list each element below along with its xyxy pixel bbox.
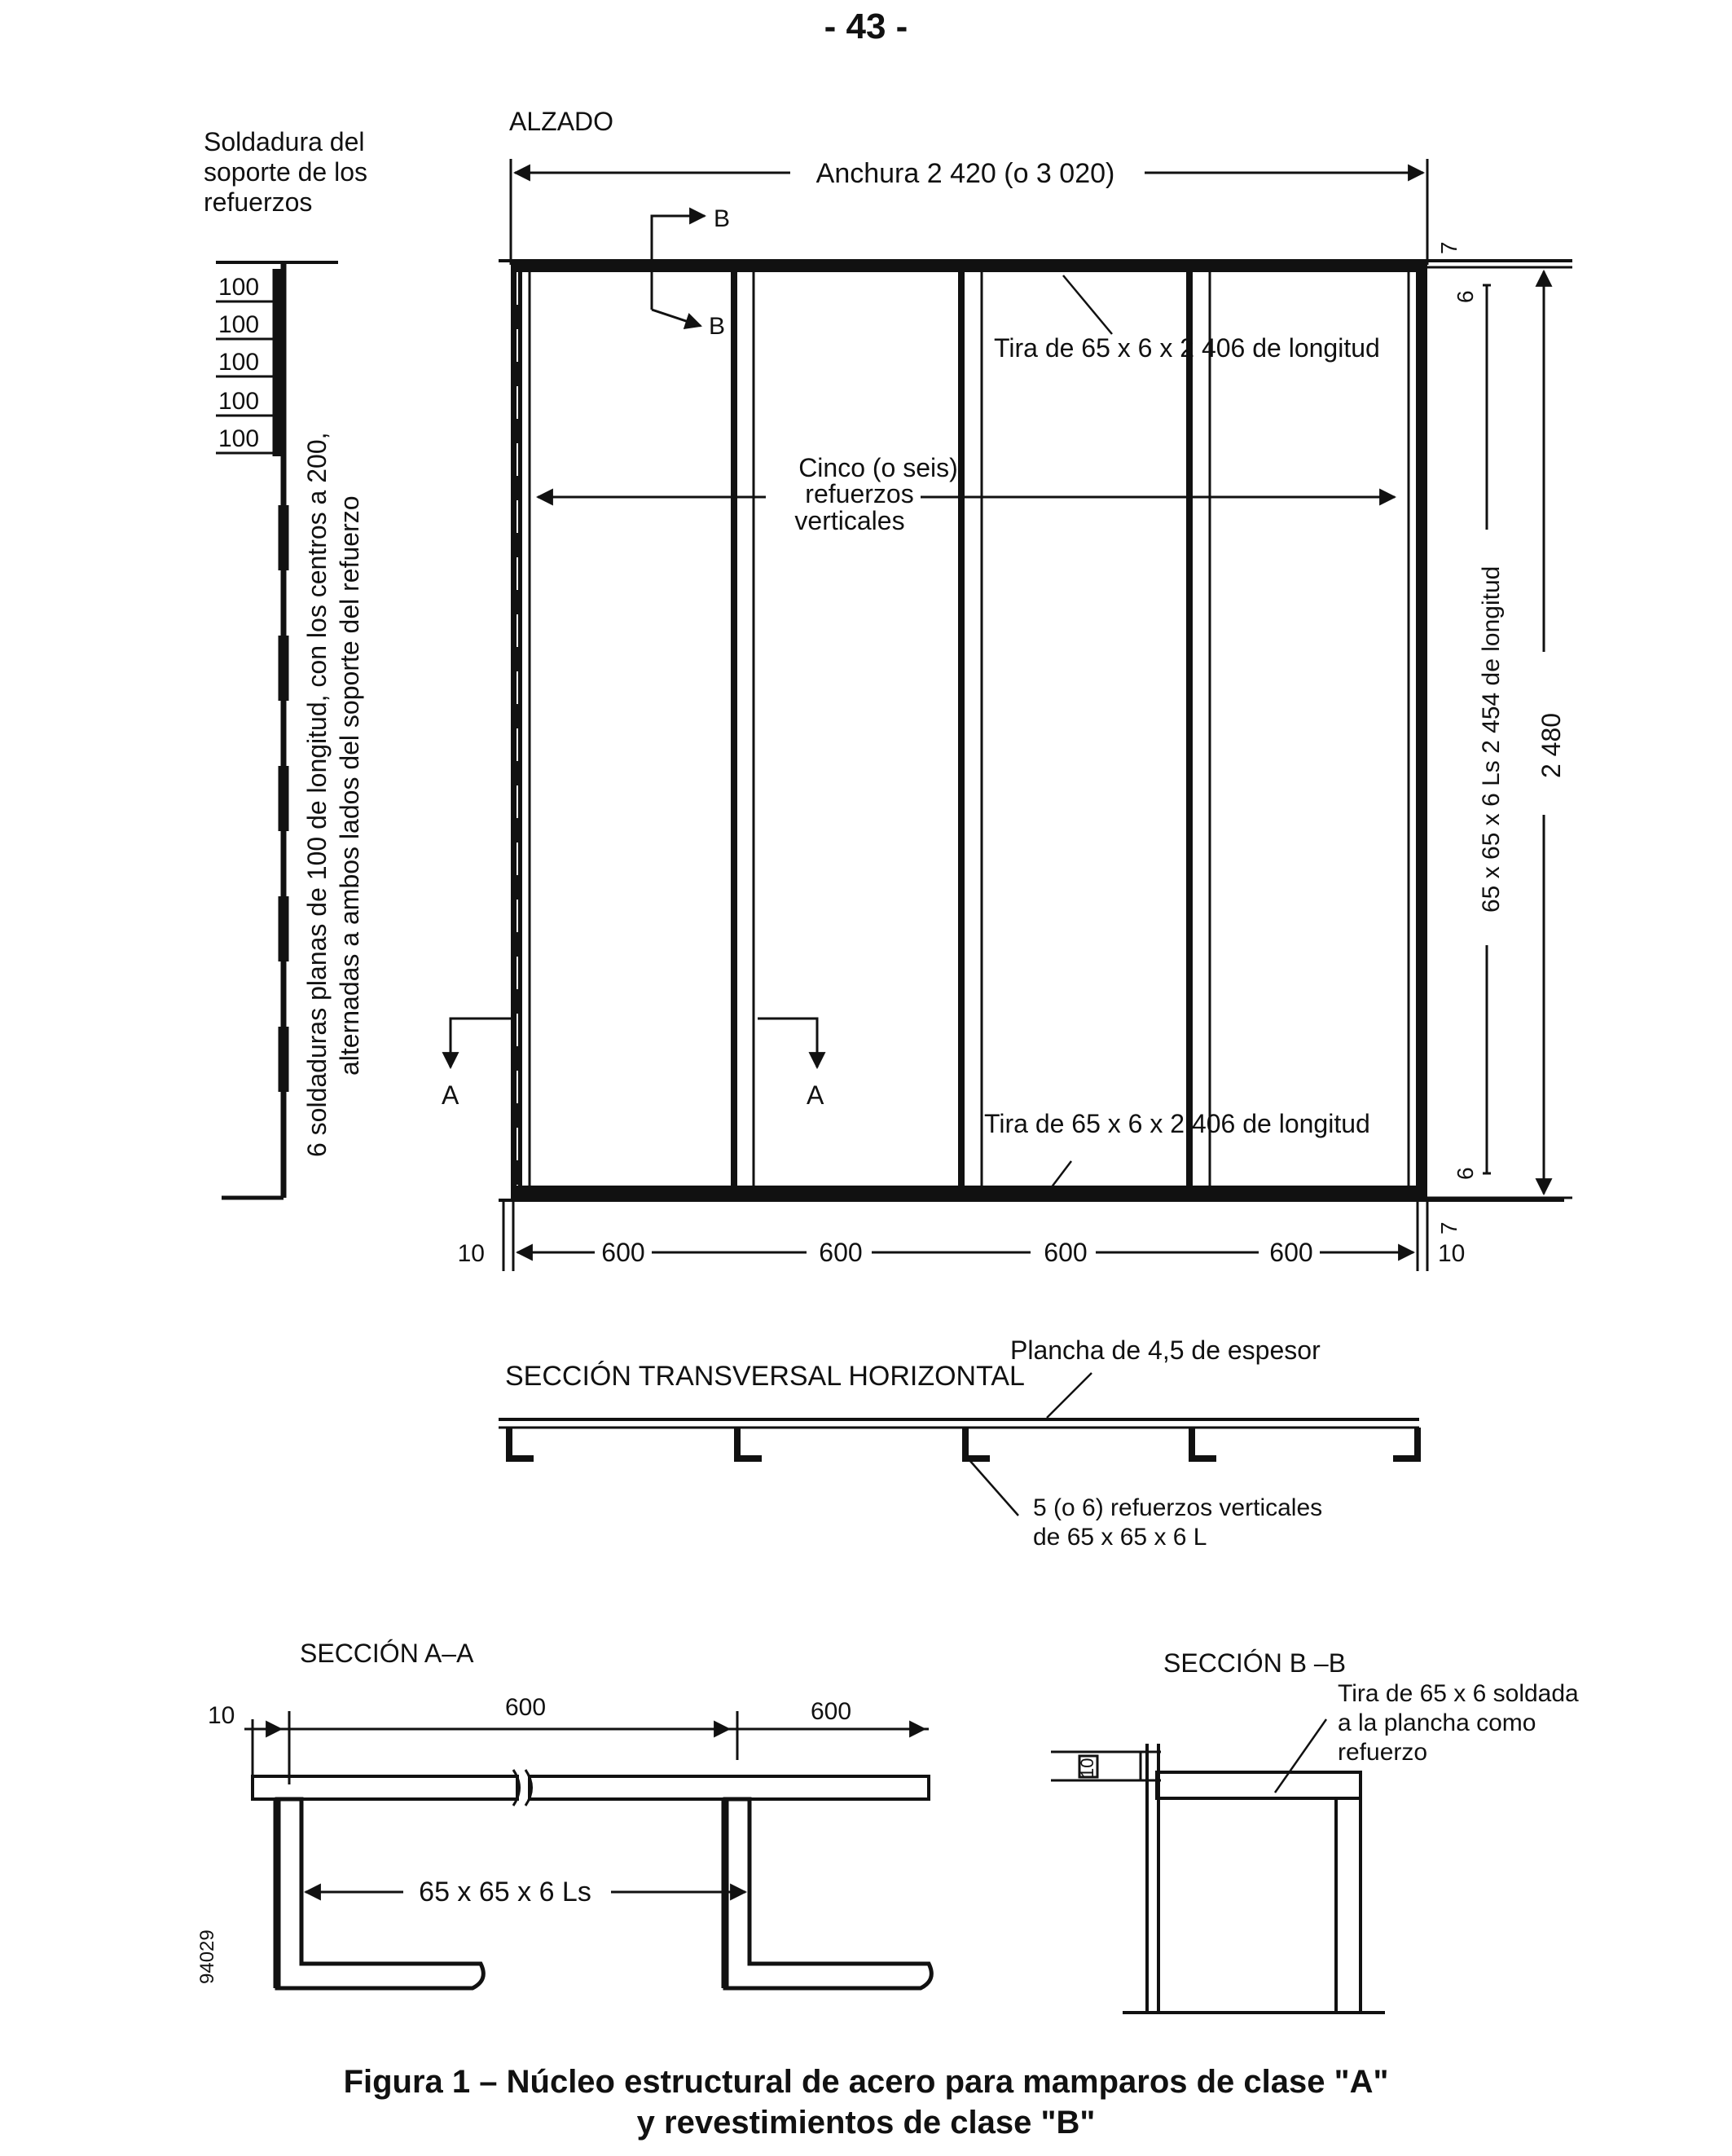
section-aa-plate-right: [530, 1776, 929, 1799]
weld-title-line-3: refuerzos: [204, 187, 313, 217]
reference-code: 94029: [196, 1929, 218, 1984]
section-aa: [196, 1639, 931, 1988]
weld-legend: [204, 127, 367, 1198]
weld-spacing-5: 100: [218, 425, 260, 452]
spacing-3: 600: [1044, 1238, 1088, 1267]
section-mark-a-right: A: [807, 1080, 824, 1110]
dim-6-top: 6: [1453, 290, 1478, 303]
stiffener-profiles: [509, 1428, 1418, 1459]
edge-right-label: 10: [1438, 1240, 1466, 1267]
dim-6-bottom: 6: [1453, 1167, 1478, 1180]
section-bb-note-line-3: refuerzo: [1338, 1739, 1428, 1766]
top-strip-label: Tira de 65 x 6 x 2 406 de longitud: [994, 333, 1380, 363]
stiffeners-label-line-3: verticales: [794, 506, 905, 535]
section-bb-dim-10: 10: [1077, 1758, 1097, 1778]
dim-7-bottom: 7: [1436, 1221, 1462, 1234]
section-aa-dim-10: 10: [208, 1702, 235, 1729]
weld-spacing-ladder: [216, 269, 285, 456]
section-aa-angle-label: 65 x 65 x 6 Ls: [419, 1877, 591, 1907]
section-aa-plate-left: [253, 1776, 517, 1799]
weld-spacing-2: 100: [218, 311, 260, 338]
stiffener: [1186, 265, 1193, 1194]
spacing-4: 600: [1269, 1238, 1313, 1267]
bottom-strip-label: Tira de 65 x 6 x 2 406 de longitud: [984, 1109, 1370, 1138]
section-aa-angle-right: [725, 1799, 931, 1988]
stiffeners-label-line-1: Cinco (o seis): [798, 453, 958, 482]
elevation-title: ALZADO: [509, 107, 614, 136]
section-aa-dim-600-a: 600: [504, 1694, 547, 1721]
weld-spacing-4: 100: [218, 388, 260, 415]
horizontal-section: [499, 1335, 1419, 1551]
spacing-1: 600: [601, 1238, 645, 1267]
bottom-strip: [511, 1186, 1427, 1199]
plate-thickness-label: Plancha de 4,5 de espesor: [1010, 1335, 1321, 1365]
section-mark-b-top: B: [714, 205, 731, 232]
stiffener: [731, 265, 737, 1194]
horizontal-section-title: SECCIÓN TRANSVERSAL HORIZONTAL: [505, 1361, 1025, 1392]
page-number: - 43 -: [824, 7, 908, 46]
stiffeners-label-line-2: refuerzos: [805, 479, 914, 508]
weld-note-line-1: 6 soldaduras planas de 100 de longitud, con los centros a 200,: [302, 432, 332, 1157]
caption-line-1: Figura 1 – Núcleo estructural de acero para mamparos de clase "A": [343, 2064, 1389, 2100]
weld-spacing-3: 100: [218, 349, 260, 376]
section-mark-a-left: A: [442, 1080, 459, 1110]
weld-title-line-1: Soldadura del: [204, 127, 365, 156]
section-aa-title: SECCIÓN A–A: [300, 1639, 474, 1668]
height-label: 2 480: [1536, 712, 1566, 779]
section-bb: [1051, 1648, 1579, 2013]
section-mark-b-bottom: B: [709, 313, 726, 340]
right-edge-angle: [1416, 265, 1427, 1194]
stiffener-note-line-1: 5 (o 6) refuerzos verticales: [1033, 1494, 1323, 1521]
section-bb-title: SECCIÓN B –B: [1163, 1648, 1347, 1678]
weld-title-line-2: soporte de los: [204, 157, 368, 187]
vertical-stiffeners: [731, 265, 1210, 1194]
weld-note-line-2: alternadas a ambos lados del soporte del refuerzo: [335, 495, 364, 1076]
top-strip: [511, 259, 1427, 272]
stiffener-note-line-2: de 65 x 65 x 6 L: [1033, 1524, 1207, 1551]
spacing-2: 600: [819, 1238, 863, 1267]
width-label: Anchura 2 420 (o 3 020): [815, 158, 1115, 189]
figure-caption: [0, 2061, 1732, 2143]
elevation: [442, 107, 1572, 1271]
stiffener: [958, 265, 965, 1194]
section-bb-note-line-2: a la plancha como: [1338, 1709, 1536, 1736]
dim-7-top: 7: [1436, 241, 1462, 254]
angle-length-label: 65 x 65 x 6 Ls 2 454 de longitud: [1478, 565, 1505, 913]
section-aa-dim-600-b: 600: [810, 1698, 852, 1725]
section-bb-note-line-1: Tira de 65 x 6 soldada: [1338, 1680, 1579, 1707]
caption-line-2: y revestimientos de clase "B": [636, 2105, 1096, 2141]
weld-spacing-1: 100: [218, 274, 260, 301]
section-bb-strip: [1157, 1772, 1361, 1798]
edge-left-label: 10: [457, 1240, 485, 1267]
